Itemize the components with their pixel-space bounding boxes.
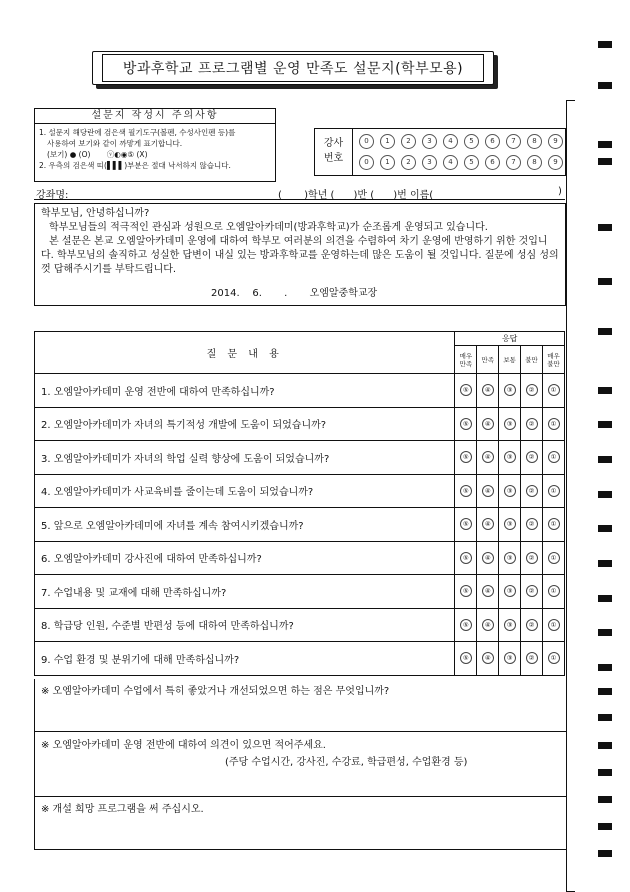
code-digit-bubble[interactable]: 9 xyxy=(548,155,563,170)
answer-bubble[interactable]: ⑤ xyxy=(460,518,472,530)
answer-cell xyxy=(499,608,521,642)
timing-mark xyxy=(598,664,612,671)
question-row xyxy=(35,441,565,475)
answer-bubble[interactable]: ① xyxy=(548,451,560,463)
answer-cell xyxy=(521,608,543,642)
answer-bubble[interactable]: ① xyxy=(548,418,560,430)
question-table xyxy=(34,331,565,676)
question-row xyxy=(35,474,565,508)
answer-bubble[interactable]: ② xyxy=(526,518,538,530)
scale-very-satisfied: 매우 만족 xyxy=(455,346,477,374)
answer-cell xyxy=(521,407,543,441)
example-bad: ⓥ◐◉⑤ (X) xyxy=(106,150,148,159)
open-question-text: ※ 오엠알아카데미 운영 전반에 대하여 의견이 있으면 적어주세요. xyxy=(41,740,326,751)
answer-bubble[interactable]: ② xyxy=(526,585,538,597)
code-digit-bubble[interactable]: 2 xyxy=(401,134,416,149)
code-row-ones xyxy=(359,155,563,170)
greeting-message xyxy=(34,203,566,306)
scale-neutral: 보통 xyxy=(499,346,521,374)
scale-dissatisfied: 불만 xyxy=(521,346,543,374)
question-text: 8. 학급당 인원, 수준별 반편성 등에 대하여 만족하십니까? xyxy=(35,608,455,642)
code-digit-bubble[interactable]: 0 xyxy=(359,134,374,149)
answer-bubble[interactable]: ⑤ xyxy=(460,418,472,430)
question-row xyxy=(35,508,565,542)
answer-cell xyxy=(455,575,477,609)
answer-bubble[interactable]: ① xyxy=(548,619,560,631)
answer-bubble[interactable]: ③ xyxy=(504,451,516,463)
answer-bubble[interactable]: ⑤ xyxy=(460,384,472,396)
timing-mark xyxy=(598,491,612,498)
code-digit-bubble[interactable]: 6 xyxy=(485,134,500,149)
answer-cell xyxy=(543,474,565,508)
answer-cell xyxy=(543,608,565,642)
timing-mark xyxy=(598,525,612,532)
survey-title: 방과후학교 프로그램별 운영 만족도 설문지(학부모용) xyxy=(102,54,484,82)
answer-bubble[interactable]: ② xyxy=(526,384,538,396)
open-question-opinion[interactable] xyxy=(34,732,567,797)
code-label-line: 번호 xyxy=(323,153,344,164)
answer-bubble[interactable]: ④ xyxy=(482,451,494,463)
answer-cell xyxy=(521,541,543,575)
message-paragraph: 학부모님들의 적극적인 관심과 성원으로 오엠알아카데미(방과후학교)가 순조롭게 운영되고 있습니다. xyxy=(49,222,488,233)
answer-cell xyxy=(499,441,521,475)
answer-cell xyxy=(477,508,499,542)
answer-cell xyxy=(499,374,521,408)
answer-cell xyxy=(543,407,565,441)
answer-bubble[interactable]: ③ xyxy=(504,619,516,631)
code-digit-bubble[interactable]: 2 xyxy=(401,155,416,170)
answer-bubble[interactable]: ⑤ xyxy=(460,585,472,597)
answer-bubble[interactable]: ④ xyxy=(482,485,494,497)
answer-cell xyxy=(477,608,499,642)
info-underline xyxy=(34,199,565,200)
answer-bubble[interactable]: ⑤ xyxy=(460,485,472,497)
timing-mark xyxy=(598,769,612,776)
answer-cell xyxy=(543,508,565,542)
answer-bubble[interactable]: ⑤ xyxy=(460,652,472,664)
instructions-heading: 설문지 작성시 주의사항 xyxy=(35,109,275,124)
answer-bubble[interactable]: ④ xyxy=(482,652,494,664)
answer-cell xyxy=(477,575,499,609)
scale-satisfied: 만족 xyxy=(477,346,499,374)
answer-cell xyxy=(543,541,565,575)
answer-cell xyxy=(455,474,477,508)
answer-cell xyxy=(455,608,477,642)
code-digit-bubble[interactable]: 5 xyxy=(464,134,479,149)
question-row xyxy=(35,374,565,408)
answer-bubble[interactable]: ① xyxy=(548,652,560,664)
answer-bubble[interactable]: ③ xyxy=(504,384,516,396)
answer-cell xyxy=(543,374,565,408)
answer-cell xyxy=(477,407,499,441)
answer-cell xyxy=(477,642,499,676)
answer-bubble[interactable]: ③ xyxy=(504,418,516,430)
answer-bubble[interactable]: ⑤ xyxy=(460,552,472,564)
answer-cell xyxy=(499,575,521,609)
open-question-hint: (주당 수업시간, 강사진, 수강료, 학급편성, 수업환경 등) xyxy=(225,757,468,768)
code-digit-bubble[interactable]: 1 xyxy=(380,155,395,170)
timing-mark xyxy=(598,595,612,602)
answer-bubble[interactable]: ① xyxy=(548,585,560,597)
student-info-fields[interactable]: ( )학년 ( )반 ( )번 이름( xyxy=(278,190,434,201)
question-row xyxy=(35,541,565,575)
timing-mark xyxy=(598,688,612,695)
open-question-programs[interactable] xyxy=(34,797,567,850)
answer-bubble[interactable]: ② xyxy=(526,418,538,430)
answer-bubble[interactable]: ① xyxy=(548,552,560,564)
code-label-line: 강사 xyxy=(323,138,344,149)
answer-cell xyxy=(543,575,565,609)
answer-bubble[interactable]: ② xyxy=(526,485,538,497)
response-header: 응답 xyxy=(455,332,565,346)
timing-rail xyxy=(566,100,575,892)
question-text: 6. 오엠알아카데미 강사진에 대하여 만족하십니까? xyxy=(35,541,455,575)
answer-bubble[interactable]: ③ xyxy=(504,585,516,597)
question-text: 9. 수업 환경 및 분위기에 대해 만족하십니까? xyxy=(35,642,455,676)
answer-bubble[interactable]: ③ xyxy=(504,652,516,664)
timing-mark xyxy=(598,41,612,48)
question-text: 1. 오엠알아카데미 운영 전반에 대하여 만족하십니까? xyxy=(35,374,455,408)
timing-mark xyxy=(598,850,612,857)
code-digit-bubble[interactable]: 5 xyxy=(464,155,479,170)
answer-cell xyxy=(499,407,521,441)
timing-mark xyxy=(598,560,612,567)
answer-cell xyxy=(455,407,477,441)
answer-cell xyxy=(521,474,543,508)
timing-mark xyxy=(598,421,612,428)
answer-cell xyxy=(521,642,543,676)
answer-bubble[interactable]: ⑤ xyxy=(460,451,472,463)
student-info-close: ) xyxy=(558,186,562,197)
answer-cell xyxy=(521,374,543,408)
answer-cell xyxy=(455,508,477,542)
answer-bubble[interactable]: ② xyxy=(526,652,538,664)
answer-bubble[interactable]: ③ xyxy=(504,552,516,564)
answer-cell xyxy=(521,508,543,542)
answer-bubble[interactable]: ② xyxy=(526,619,538,631)
answer-cell xyxy=(477,541,499,575)
answer-cell xyxy=(455,374,477,408)
answer-cell xyxy=(521,575,543,609)
question-row xyxy=(35,575,565,609)
timing-mark xyxy=(598,714,612,721)
question-text: 4. 오엠알아카데미가 사교육비를 줄이는데 도움이 되었습니까? xyxy=(35,474,455,508)
answer-cell xyxy=(543,642,565,676)
answer-bubble[interactable]: ① xyxy=(548,485,560,497)
question-row xyxy=(35,407,565,441)
instructor-code-label xyxy=(315,129,353,175)
answer-bubble[interactable]: ② xyxy=(526,552,538,564)
answer-bubble[interactable]: ① xyxy=(548,384,560,396)
timing-mark xyxy=(598,456,612,463)
code-digit-bubble[interactable]: 4 xyxy=(443,155,458,170)
answer-cell xyxy=(499,541,521,575)
answer-bubble[interactable]: ④ xyxy=(482,585,494,597)
answer-cell xyxy=(455,541,477,575)
lecture-name-label[interactable]: 강좌명: xyxy=(36,190,69,201)
answer-cell xyxy=(477,441,499,475)
answer-bubble[interactable]: ① xyxy=(548,518,560,530)
timing-mark xyxy=(598,158,612,165)
answer-cell xyxy=(499,508,521,542)
greeting-line: 학부모님, 안녕하십니까? xyxy=(41,208,150,219)
example-label: (보기) xyxy=(47,150,68,159)
answer-cell xyxy=(543,441,565,475)
instructor-code-grid xyxy=(314,128,566,176)
answer-bubble[interactable]: ④ xyxy=(482,619,494,631)
code-digit-bubble[interactable]: 8 xyxy=(527,134,542,149)
open-question-improvement[interactable] xyxy=(34,679,567,732)
answer-bubble[interactable]: ④ xyxy=(482,384,494,396)
message-paragraph: 본 설문은 본교 오엠알아카데미 운영에 대하여 학부모 여러분의 의견을 수렴하여 차기 운영에 반영하기 위한 것입니다. 학부모님의 솔직하고 성실한 답변이 내실 있는 방과후학교를 운영하는데 많은 도움이 될 것입니다. 질문에 성심 성의껏 답해주시기를 부탁드립니다. xyxy=(41,236,559,275)
timing-mark xyxy=(598,823,612,830)
open-question-text: ※ 개설 희망 프로그램을 써 주십시오. xyxy=(41,804,204,815)
answer-bubble[interactable]: ③ xyxy=(504,518,516,530)
question-text: 2. 오엠알아카데미가 자녀의 특기적성 개발에 도움이 되었습니까? xyxy=(35,407,455,441)
code-digit-bubble[interactable]: 4 xyxy=(443,134,458,149)
answer-bubble[interactable]: ③ xyxy=(504,485,516,497)
instruction-line: 2. 우측의 검은색 띠(▌▌▌)부분은 절대 낙서하지 않습니다. xyxy=(39,161,231,170)
answer-cell xyxy=(521,441,543,475)
code-digit-bubble[interactable]: 9 xyxy=(548,134,563,149)
code-digit-bubble[interactable]: 8 xyxy=(527,155,542,170)
answer-cell xyxy=(455,441,477,475)
timing-mark xyxy=(598,629,612,636)
question-row xyxy=(35,608,565,642)
instructions-box xyxy=(34,108,276,182)
timing-mark xyxy=(598,742,612,749)
timing-mark xyxy=(598,387,612,394)
timing-mark xyxy=(598,278,612,285)
open-question-text: ※ 오엠알아카데미 수업에서 특히 좋았거나 개선되었으면 하는 점은 무엇입니까? xyxy=(41,686,390,697)
answer-cell xyxy=(477,374,499,408)
question-text: 7. 수업내용 및 교재에 대해 만족하십니까? xyxy=(35,575,455,609)
scale-very-dissatisfied: 매우 불만 xyxy=(543,346,565,374)
question-text: 3. 오엠알아카데미가 자녀의 학업 실력 향상에 도움이 되었습니까? xyxy=(35,441,455,475)
survey-title-box xyxy=(92,51,494,85)
answer-cell xyxy=(455,642,477,676)
answer-bubble[interactable]: ② xyxy=(526,451,538,463)
timing-mark xyxy=(598,328,612,335)
answer-cell xyxy=(477,474,499,508)
code-row-tens xyxy=(359,134,563,149)
example-good: ● (O) xyxy=(69,150,91,159)
answer-cell xyxy=(499,474,521,508)
code-digit-bubble[interactable]: 1 xyxy=(380,134,395,149)
timing-mark xyxy=(598,82,612,89)
answer-cell xyxy=(499,642,521,676)
instruction-line: 1. 설문지 해당란에 검은색 필기도구(볼펜, 수성사인펜 등)를 xyxy=(39,128,236,137)
instruction-line: 사용하여 보기와 같이 까맣게 표기합니다. xyxy=(47,139,183,148)
question-header: 질 문 내 용 xyxy=(35,332,455,374)
answer-bubble[interactable]: ④ xyxy=(482,552,494,564)
timing-mark xyxy=(598,141,612,148)
code-digit-bubble[interactable]: 7 xyxy=(506,155,521,170)
answer-bubble[interactable]: ④ xyxy=(482,418,494,430)
answer-bubble[interactable]: ⑤ xyxy=(460,619,472,631)
timing-mark xyxy=(598,796,612,803)
question-row xyxy=(35,642,565,676)
code-digit-bubble[interactable]: 3 xyxy=(422,134,437,149)
code-digit-bubble[interactable]: 0 xyxy=(359,155,374,170)
question-text: 5. 앞으로 오엠알아카데미에 자녀를 계속 참여시키겠습니까? xyxy=(35,508,455,542)
code-digit-bubble[interactable]: 6 xyxy=(485,155,500,170)
code-digit-bubble[interactable]: 3 xyxy=(422,155,437,170)
timing-mark xyxy=(598,224,612,231)
code-digit-bubble[interactable]: 7 xyxy=(506,134,521,149)
message-date-signature: 2014. 6. . 오엠알중학교장 xyxy=(211,288,378,299)
answer-bubble[interactable]: ④ xyxy=(482,518,494,530)
